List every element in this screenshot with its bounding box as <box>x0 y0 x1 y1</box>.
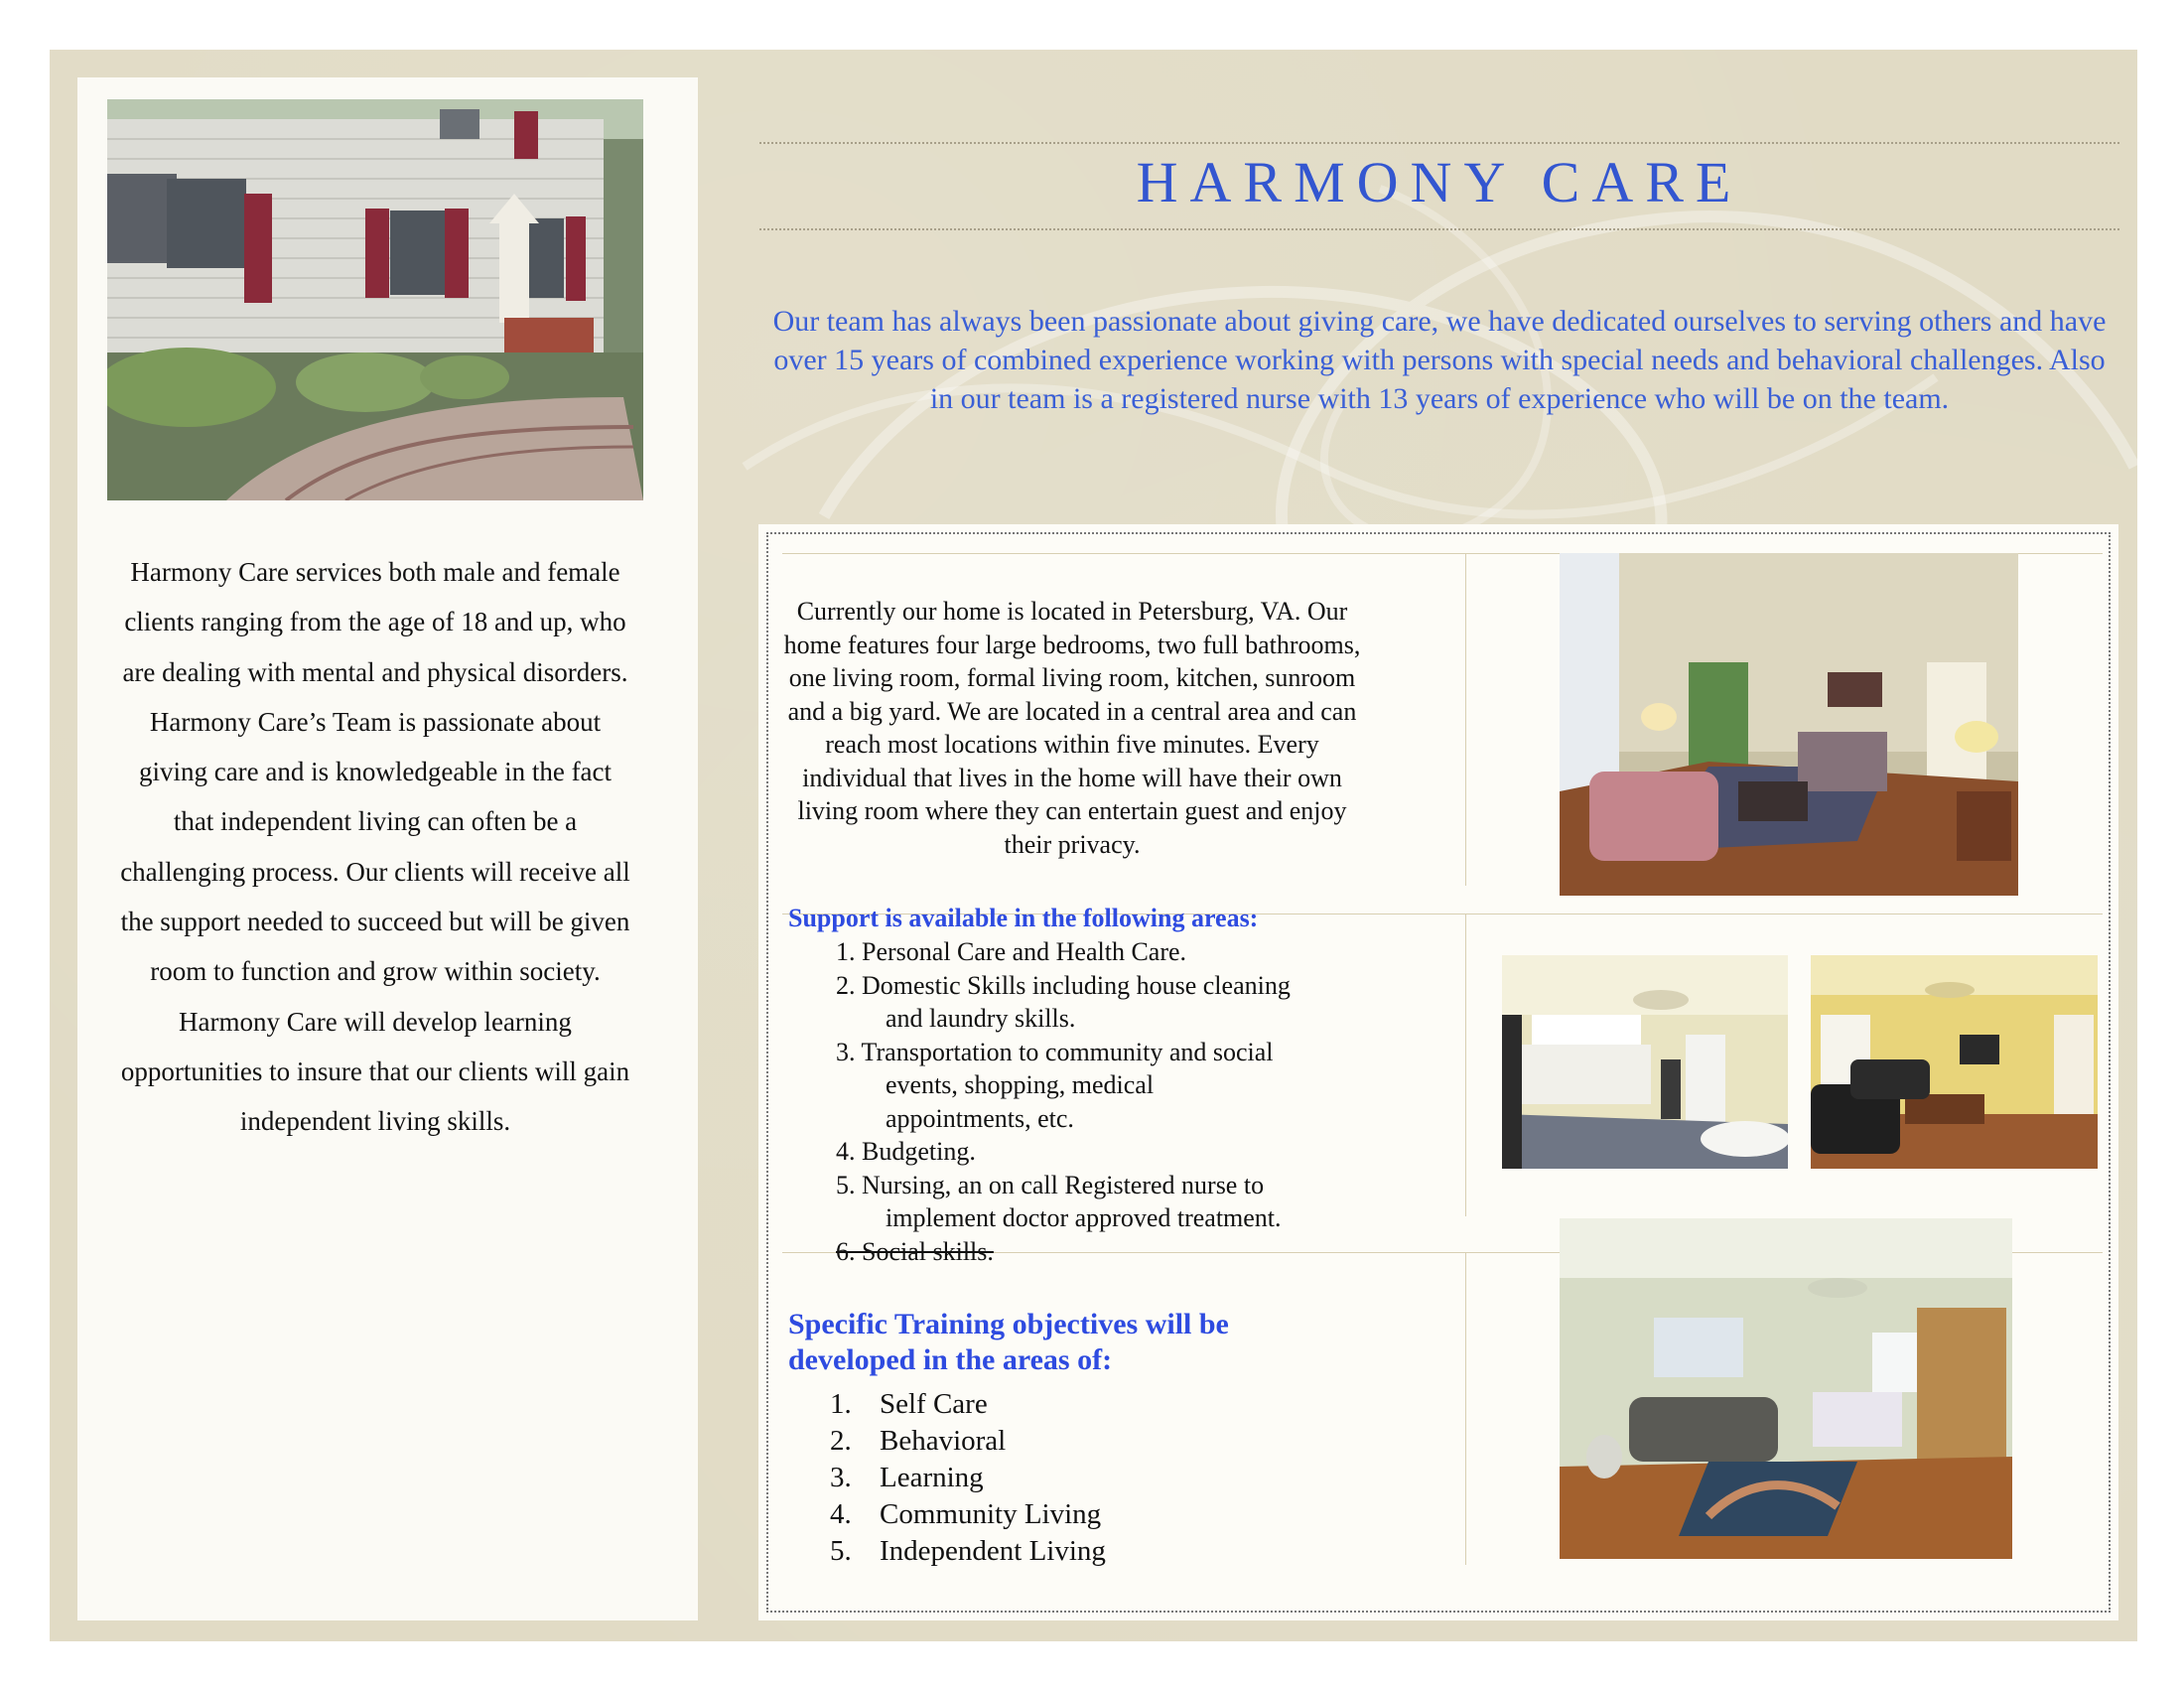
support-item <box>836 1169 1392 1235</box>
training-item <box>830 1386 1247 1423</box>
brochure-title: HARMONY CARE <box>1136 150 1743 214</box>
support-item-text: Nursing, an on call Registered nurse to <box>862 1170 1265 1199</box>
house-exterior-photo <box>107 99 643 500</box>
training-item-number: 2. <box>830 1425 852 1457</box>
support-item-continuation: implement doctor approved treatment. <box>886 1203 1282 1232</box>
grid-line <box>1465 1252 1466 1565</box>
support-item <box>836 935 1392 969</box>
training-item <box>830 1533 1247 1570</box>
training-item-label: Learning <box>880 1462 984 1493</box>
support-item-number: 2. <box>836 970 856 1000</box>
support-item <box>836 969 1392 1036</box>
training-item <box>830 1423 1247 1460</box>
support-item-text: Domestic Skills including house cleaning <box>862 970 1291 1000</box>
support-item-number: 5. <box>836 1170 856 1199</box>
training-item-label: Self Care <box>880 1388 988 1420</box>
support-item-continuation: and laundry skills. <box>886 1004 1076 1033</box>
left-panel <box>77 77 698 1620</box>
family-room-photo <box>1811 955 2098 1169</box>
family-room-graphic <box>1811 955 2098 1169</box>
support-item-continuation: events, shopping, medical appointments, etc. <box>886 1070 1155 1133</box>
details-panel <box>758 524 2118 1620</box>
bedroom-photo <box>1560 1218 2012 1559</box>
training-item <box>830 1460 1247 1496</box>
training-item-number: 3. <box>830 1462 852 1493</box>
training-item-number: 5. <box>830 1535 852 1567</box>
training-heading: Specific Training objectives will be developed in the areas of: <box>788 1308 1229 1376</box>
support-heading: Support is available in the following areas: <box>788 904 1259 932</box>
kitchen-photo <box>1502 955 1788 1169</box>
house-photo-graphic <box>107 99 643 500</box>
support-item-number: 6. <box>836 1236 856 1266</box>
grid-line <box>1465 553 1466 886</box>
bedroom-graphic <box>1560 1218 2012 1559</box>
support-item-number: 1. <box>836 937 856 966</box>
training-list <box>830 1386 1247 1570</box>
brochure-page <box>50 50 2137 1641</box>
living-room-photo <box>1560 553 2018 896</box>
training-item-number: 4. <box>830 1498 852 1530</box>
support-item-text: Personal Care and Health Care. <box>862 937 1187 966</box>
training-item-label: Behavioral <box>880 1425 1007 1457</box>
living-room-graphic <box>1560 553 2018 896</box>
header-rule-bottom <box>759 228 2119 230</box>
support-item-text: Budgeting. <box>862 1137 976 1166</box>
support-item-number: 4. <box>836 1137 856 1166</box>
kitchen-graphic <box>1502 955 1788 1169</box>
support-item-text: Transportation to community and social <box>861 1037 1274 1066</box>
header-rule-top <box>759 142 2119 144</box>
location-description: Currently our home is located in Petersburg, VA. Our home features four large bedrooms, two full bathrooms, one living room, formal living room, kitchen, sunroom and a big yard. We are located in a central area and can reach most locations within five minutes. Every individual that lives in the home will have their own living room where they can entertain guest and enjoy their privacy. <box>783 597 1361 859</box>
support-item <box>836 1036 1392 1136</box>
support-item-text: Social skills. <box>862 1236 994 1266</box>
support-item-number: 3. <box>836 1037 856 1066</box>
support-list <box>836 935 1392 1268</box>
support-item <box>836 1235 1392 1269</box>
training-item-label: Independent Living <box>880 1535 1106 1567</box>
training-item-label: Community Living <box>880 1498 1102 1530</box>
training-item-number: 1. <box>830 1388 852 1420</box>
training-item <box>830 1496 1247 1533</box>
support-item <box>836 1135 1392 1169</box>
grid-line <box>1465 914 1466 1216</box>
team-intro: Our team has always been passionate about giving care, we have dedicated ourselves to serving others and have over 15 years of combined experience working with persons with special needs and behavioral challenges. Also in our team is a registered nurse with 13 years of experience who will be on the team. <box>772 305 2107 415</box>
services-description: Harmony Care services both male and female clients ranging from the age of 18 and up, who are dealing with mental and physical disorders. Harmony Care’s Team is passionate about giving care and is knowledgeable in the fact that independent living can often be a challenging process. Our clients will receive all the support needed to succeed but will be given room to function and grow within society. Harmony Care will develop learning opportunities to insure that our clients will gain independent living skills. <box>120 557 630 1137</box>
